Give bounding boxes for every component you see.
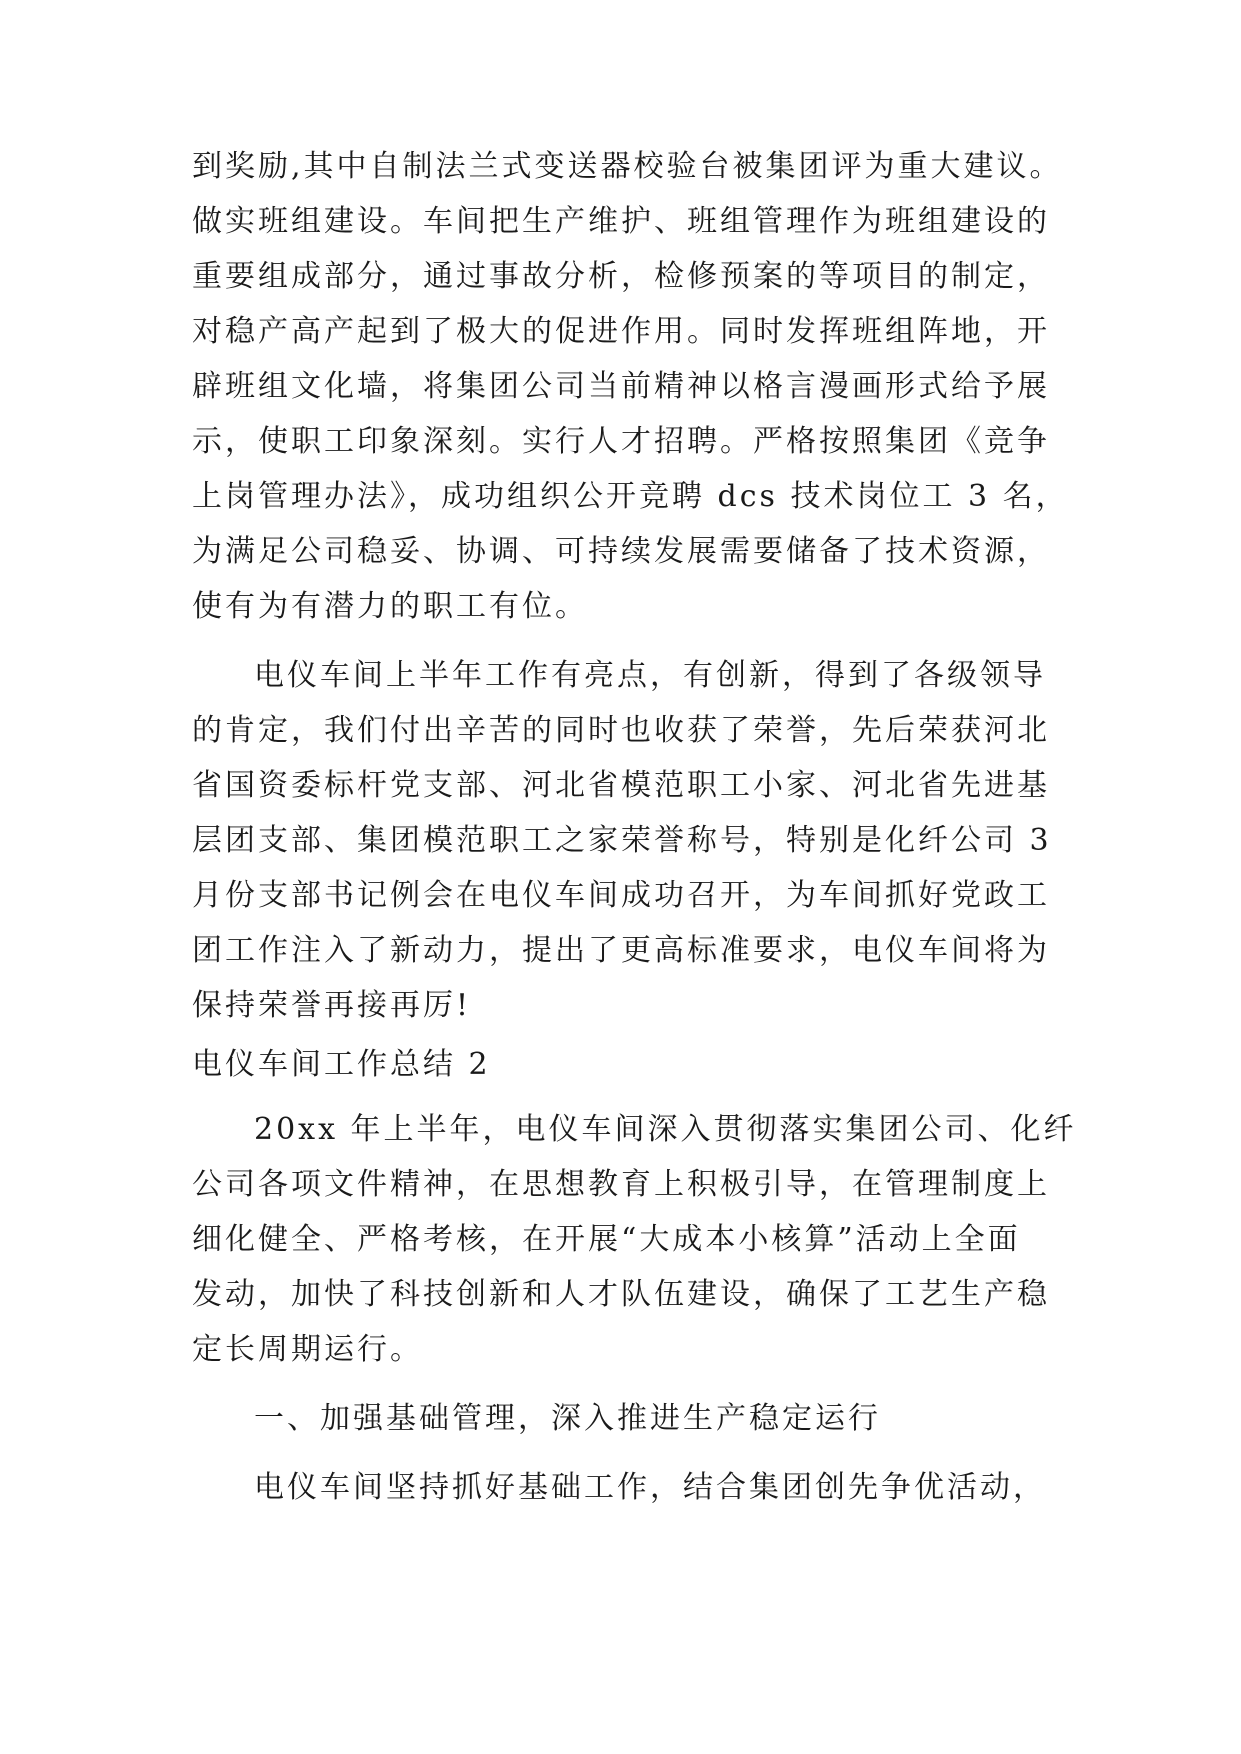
text-line: 公司各项文件精神，在思想教育上积极引导，在管理制度上	[192, 1167, 1050, 1202]
text-line: 对稳产高产起到了极大的促进作用。同时发挥班组阵地，开	[192, 314, 1050, 349]
paragraph-first-line: 电仪车间上半年工作有亮点，有创新，得到了各级领导	[254, 658, 1046, 693]
text-line: 使有为有潜力的职工有位。	[192, 589, 588, 624]
text-line: 月份支部书记例会在电仪车间成功召开，为车间抓好党政工	[192, 878, 1050, 913]
text-line: 定长周期运行。	[192, 1332, 423, 1367]
text-line: 辟班组文化墙，将集团公司当前精神以格言漫画形式给予展	[192, 369, 1050, 404]
text-line: 层团支部、集团模范职工之家荣誉称号，特别是化纤公司 3	[192, 823, 1052, 858]
text-line: 团工作注入了新动力，提出了更高标准要求，电仪车间将为	[192, 933, 1050, 968]
text-line: 保持荣誉再接再厉!	[192, 988, 472, 1023]
section-heading: 电仪车间工作总结 2	[192, 1047, 491, 1082]
text-line: 上岗管理办法》，成功组织公开竞聘 dcs 技术岗位工 3 名，	[192, 479, 1069, 514]
text-line: 的肯定，我们付出辛苦的同时也收获了荣誉，先后荣获河北	[192, 713, 1050, 748]
text-line: 省国资委标杆党支部、河北省模范职工小家、河北省先进基	[192, 768, 1050, 803]
text-line: 细化健全、严格考核，在开展“大成本小核算”活动上全面	[192, 1222, 1021, 1257]
paragraph-first-line: 20xx 年上半年，电仪车间深入贯彻落实集团公司、化纤	[254, 1112, 1077, 1147]
text-line: 示，使职工印象深刻。实行人才招聘。严格按照集团《竞争	[192, 424, 1050, 459]
paragraph-first-line: 电仪车间坚持抓好基础工作，结合集团创先争优活动，	[254, 1470, 1046, 1505]
text-line: 发动，加快了科技创新和人才队伍建设，确保了工艺生产稳	[192, 1277, 1050, 1312]
text-line: 为满足公司稳妥、协调、可持续发展需要储备了技术资源，	[192, 534, 1050, 569]
text-line: 做实班组建设。车间把生产维护、班组管理作为班组建设的	[192, 204, 1050, 239]
text-line: 重要组成部分，通过事故分析，检修预案的等项目的制定，	[192, 259, 1050, 294]
subsection-heading: 一、加强基础管理，深入推进生产稳定运行	[254, 1401, 881, 1436]
text-line: 到奖励,其中自制法兰式变送器校验台被集团评为重大建议。	[192, 149, 1063, 184]
